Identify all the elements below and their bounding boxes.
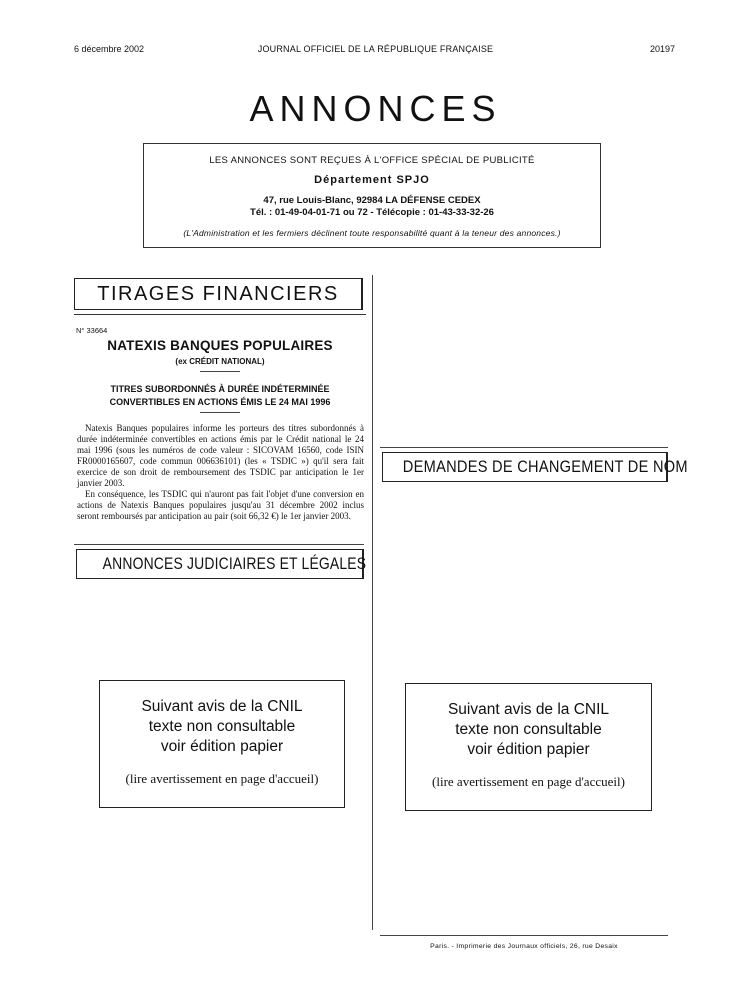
- section-header-demandes: [382, 452, 688, 482]
- notice-disclaimer: (L'Administration et les fermiers déclinent toute responsabilité quant à la teneur des annonces.): [183, 228, 561, 238]
- securities-heading-continued: CONVERTIBLES EN ACTIONS ÉMIS LE 24 MAI 1996: [109, 397, 331, 407]
- section-header-judiciaires: [76, 549, 367, 579]
- cnil-notice-box-left: [99, 680, 345, 808]
- announcement-body: [77, 423, 364, 522]
- cnil-line: Suivant avis de la CNIL: [141, 698, 303, 715]
- company-name: NATEXIS BANQUES POPULAIRES: [107, 338, 333, 353]
- cnil-notice-box-right: [405, 683, 652, 811]
- former-name: (ex CRÉDIT NATIONAL): [175, 357, 265, 366]
- cnil-note: (lire avertissement en page d'accueil): [432, 774, 625, 789]
- cnil-line: texte non consultable: [455, 721, 602, 738]
- cnil-line: Suivant avis de la CNIL: [447, 701, 610, 718]
- column-divider: [372, 275, 373, 930]
- notice-phone: Tél. : 01-49-04-01-71 ou 72 - Télécopie : 01-43-33-32-26: [250, 207, 494, 218]
- section-title-tirages: TIRAGES FINANCIERS: [97, 283, 339, 305]
- cnil-line: texte non consultable: [148, 718, 296, 735]
- body-paragraph: Natexis Banques populaires informe les porteurs des titres subordonnés à durée indéterminée convertibles en actions émis par le Crédit national le 24 mai 1996 (sous les numéros de code valeur : SICOVAM 16560, code ISIN FR0000165607, code commun 006636101) (les « TSDIC ») qu'il sera fait exercice de son droit de remboursement des TSDIC par anticipation le 1er janvier 2003.: [77, 423, 364, 488]
- footer-rule: [380, 935, 668, 936]
- notice-address: 47, rue Louis-Blanc, 92984 LA DÉFENSE CEDEX: [263, 195, 481, 206]
- announcement-number: N° 33664: [76, 326, 108, 335]
- notice-reception-line: LES ANNONCES SONT REÇUES À L'OFFICE SPÉCIAL DE PUBLICITÉ: [209, 155, 535, 166]
- divider-rule: [200, 412, 240, 413]
- section-rule: [74, 314, 366, 315]
- publication-notice-box: [143, 143, 601, 248]
- issue-date: 6 décembre 2002: [74, 44, 145, 54]
- section-title-demandes: DEMANDES DE CHANGEMENT DE NOM: [402, 457, 688, 476]
- section-rule: [380, 447, 668, 448]
- cnil-line: voir édition papier: [467, 741, 590, 758]
- section-title-judiciaires: ANNONCES JUDICIAIRES ET LÉGALES: [102, 554, 367, 573]
- body-paragraph: En conséquence, les TSDIC qui n'auront pas fait l'objet d'une conversion en actions de Natexis Banques populaires jusqu'au 31 décembre 2002 inclus seront remboursés par anticipation au pair (soit 66,32 €) le 1er janvier 2003.: [77, 489, 364, 521]
- notice-department: Département SPJO: [314, 174, 430, 186]
- printer-footer: Paris. - Imprimerie des Journaux officiels, 26, rue Desaix: [430, 943, 618, 950]
- cnil-line: voir édition papier: [160, 738, 284, 755]
- journal-name: JOURNAL OFFICIEL DE LA RÉPUBLIQUE FRANÇAISE: [257, 44, 494, 54]
- section-rule: [74, 544, 364, 545]
- cnil-note: (lire avertissement en page d'accueil): [125, 771, 319, 786]
- page-number: 20197: [649, 44, 675, 54]
- securities-heading: TITRES SUBORDONNÉS À DURÉE INDÉTERMINÉE: [110, 384, 330, 394]
- divider-rule: [200, 371, 240, 372]
- section-header-tirages: [74, 278, 363, 310]
- page-title: ANNONCES: [249, 88, 502, 129]
